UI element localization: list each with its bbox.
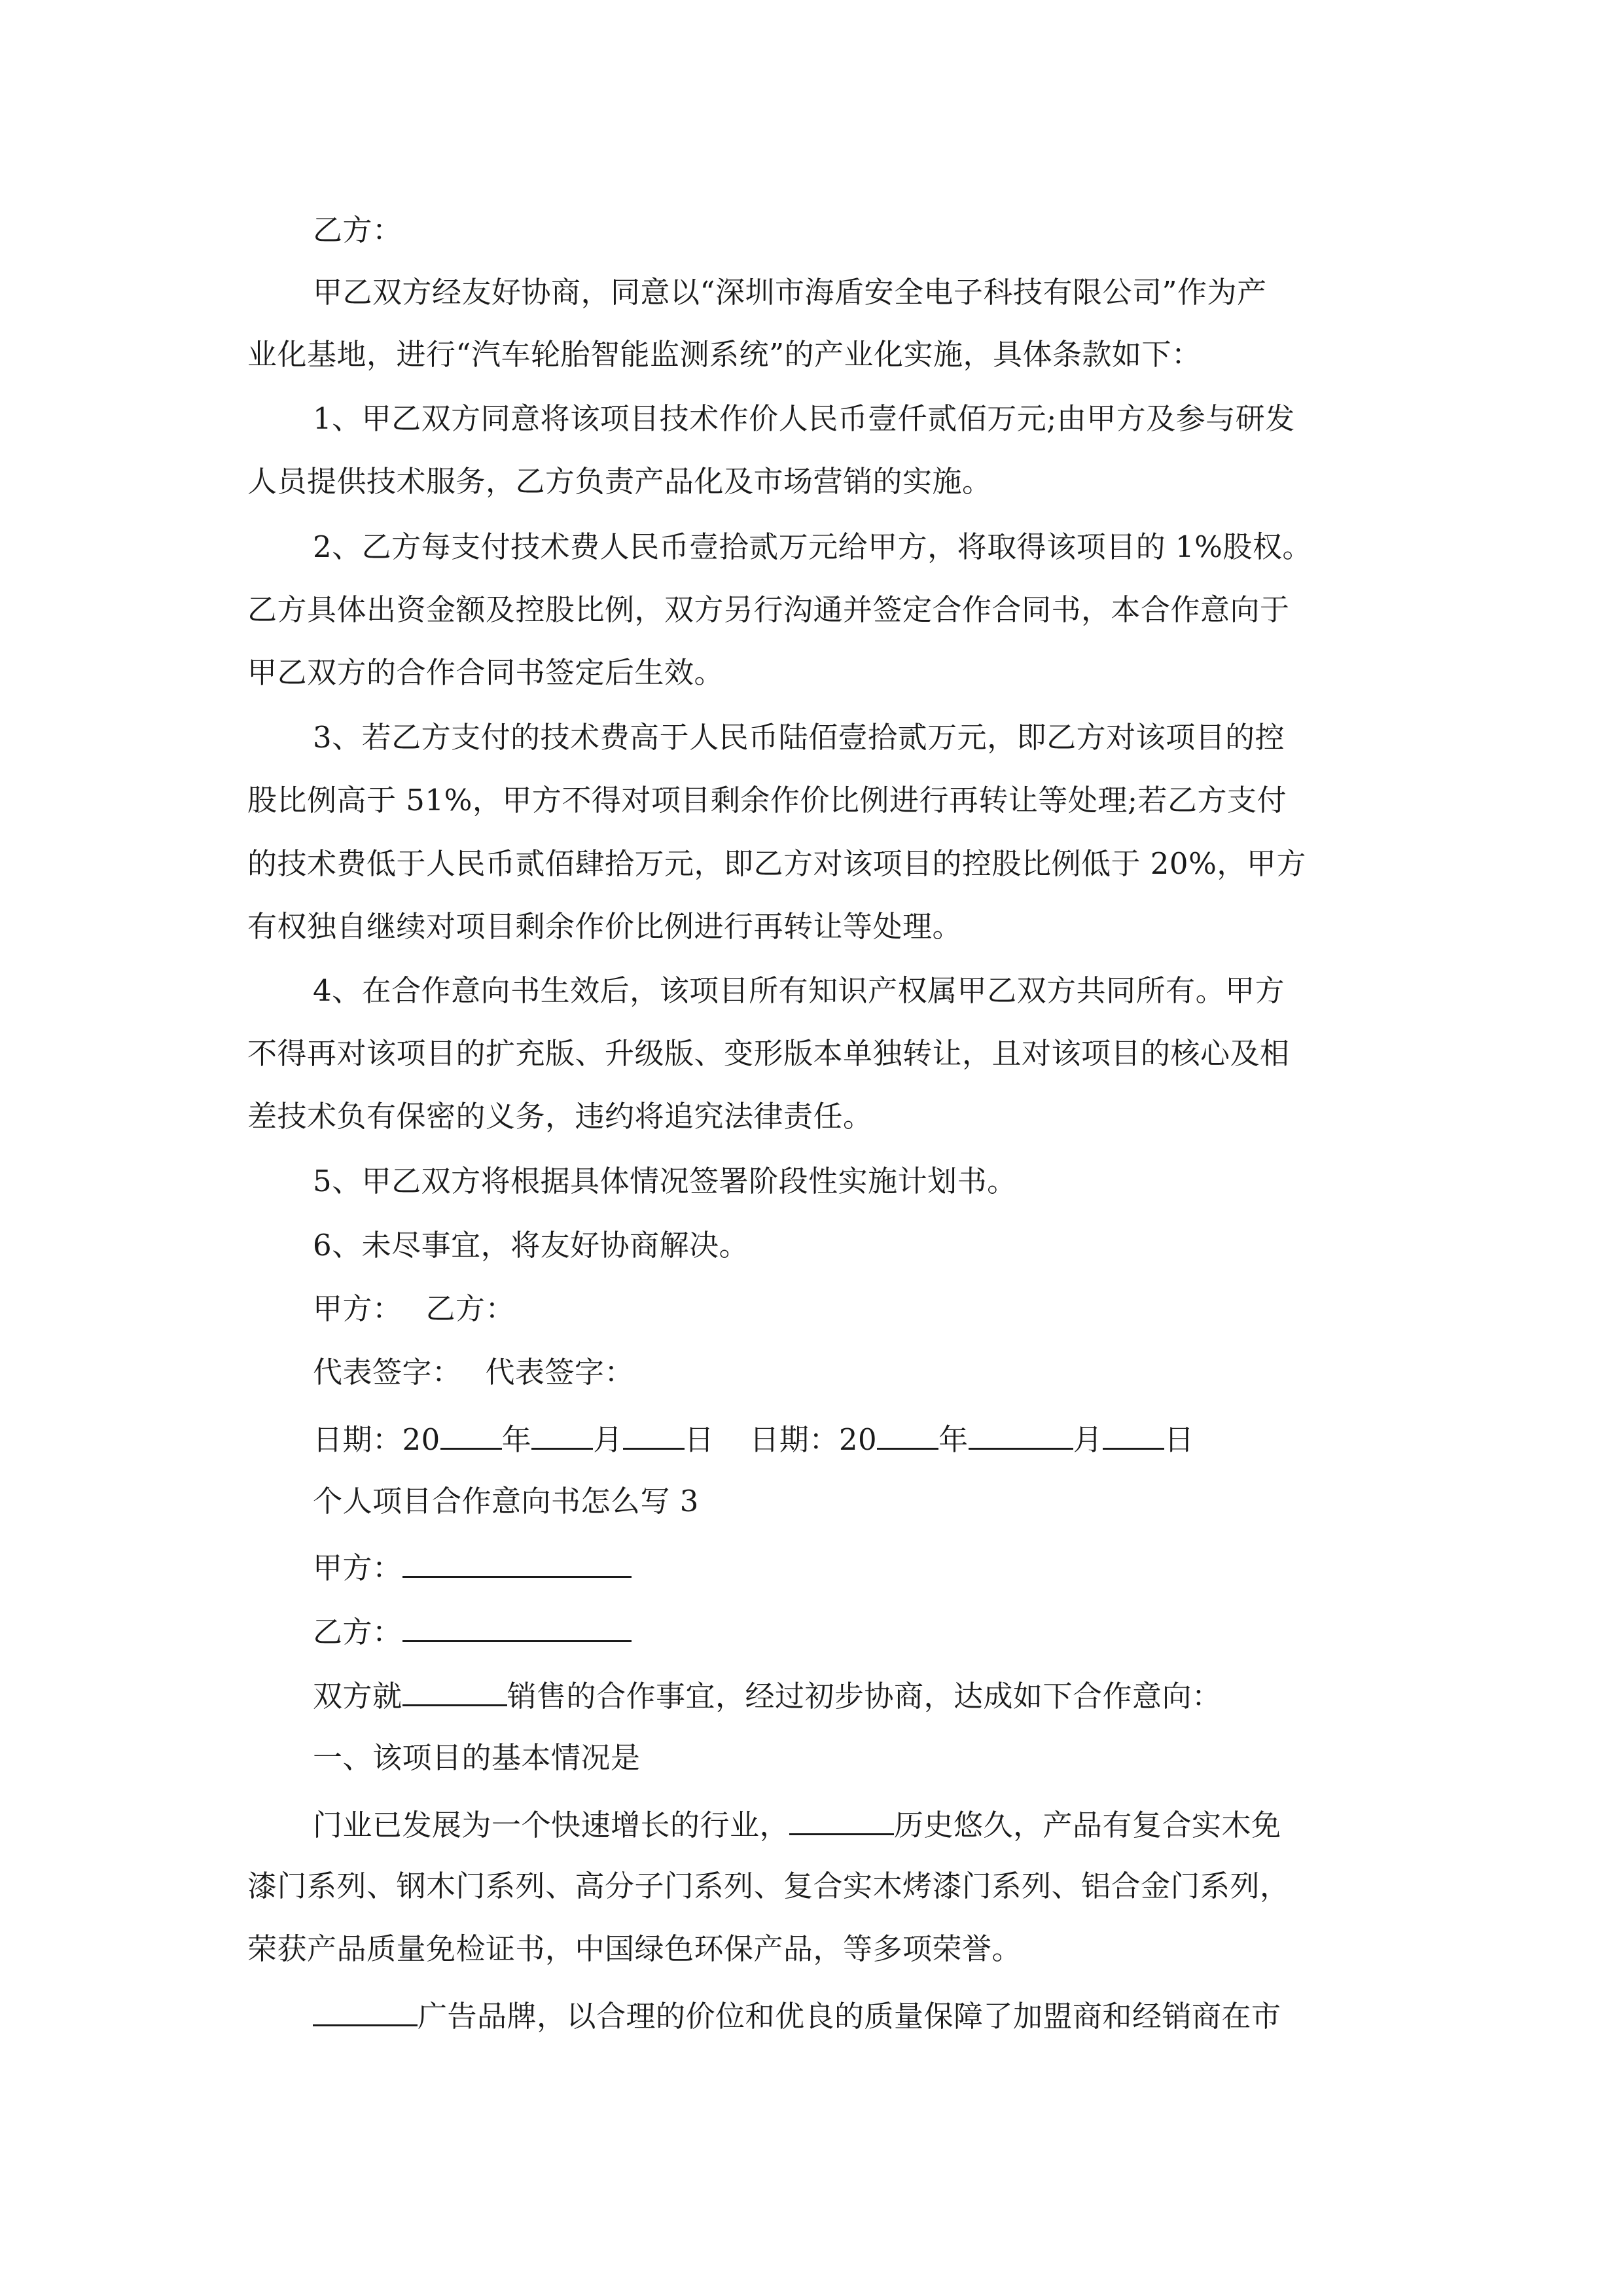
date-a-year: 年 (501, 1422, 532, 1457)
date-b-day-blank[interactable] (1103, 1418, 1164, 1450)
section3-party-b-blank[interactable] (402, 1610, 632, 1642)
section3-party-a (313, 1546, 632, 1588)
date-b-month-blank[interactable] (969, 1418, 1073, 1450)
date-b-day: 日 (1164, 1422, 1194, 1457)
signature-representatives (313, 1353, 634, 1392)
clause-3-line4: 有权独自继续对项目剩余作价比例进行再转让等处理。 (247, 909, 963, 944)
clause-4-line2: 不得再对该项目的扩充版、升级版、变形版本单独转让，且对该项目的核心及相 (247, 1036, 1290, 1071)
section3-party-a-blank[interactable] (402, 1546, 632, 1578)
clause-3-line3: 的技术费低于人民币贰佰肆拾万元，即乙方对该项目的控股比例低于 20%，甲方 (247, 846, 1306, 881)
section3-party-a-label: 甲方： (313, 1551, 402, 1585)
clause-3-line1: 3、若乙方支付的技术费高于人民币陆佰壹拾贰万元，即乙方对该项目的控 (313, 720, 1285, 755)
section-title: 个人项目合作意向书怎么写 3 (313, 1484, 699, 1518)
section3-para1-pre: 门业已发展为一个快速增长的行业， (313, 1808, 790, 1842)
section3-party-b-label: 乙方： (313, 1615, 402, 1649)
section3-intro-post: 销售的合作事宜，经过初步协商，达成如下合作意向： (507, 1679, 1222, 1713)
clause-2-line3: 甲乙双方的合作合同书签定后生效。 (247, 655, 724, 690)
section3-para1-post: 历史悠久，产品有复合实木免 (894, 1808, 1281, 1842)
date-a-year-blank[interactable] (440, 1418, 502, 1450)
clause-4-line3: 差技术负有保密的义务，违约将追究法律责任。 (247, 1099, 873, 1134)
date-b-year: 年 (938, 1422, 969, 1457)
date-a-label: 日期：20 (313, 1422, 440, 1457)
section3-para2-post: 广告品牌，以合理的价位和优良的质量保障了加盟商和经销商在市 (418, 1999, 1281, 2034)
clause-4-line1: 4、在合作意向书生效后，该项目所有知识产权属甲乙双方共同所有。甲方 (313, 973, 1285, 1008)
clause-2-line2: 乙方具体出资金额及控股比例，双方另行沟通并签定合作合同书，本合作意向于 (247, 592, 1290, 627)
section3-intro-blank[interactable] (402, 1674, 507, 1706)
section3-intro (313, 1674, 1222, 1716)
clause-3-line2: 股比例高于 51%，甲方不得对项目剩余作价比例进行再转让等处理;若乙方支付 (247, 783, 1287, 817)
date-b-year-blank[interactable] (877, 1418, 938, 1450)
clause-1-line1: 1、甲乙双方同意将该项目技术作价人民币壹仟贰佰万元;由甲方及参与研发 (313, 401, 1295, 436)
signature-rep-a: 代表签字： (313, 1355, 462, 1390)
section3-intro-pre: 双方就 (313, 1679, 402, 1713)
party-b-label: 乙方： (313, 213, 402, 247)
date-b-label: 日期：20 (749, 1422, 878, 1457)
signature-parties (313, 1289, 515, 1329)
date-b-month: 月 (1073, 1422, 1103, 1457)
signature-dates (313, 1418, 1194, 1460)
signature-party-b: 乙方： (425, 1291, 516, 1326)
clause-6: 6、未尽事宜，将友好协商解决。 (313, 1228, 749, 1263)
section3-para1-line3: 荣获产品质量免检证书，中国绿色环保产品，等多项荣誉。 (247, 1931, 1022, 1966)
paragraph-intro-line2: 业化基地，进行“汽车轮胎智能监测系统”的产业化实施，具体条款如下： (247, 337, 1202, 372)
clause-5: 5、甲乙双方将根据具体情况签署阶段性实施计划书。 (313, 1164, 1017, 1198)
date-a-month: 月 (593, 1422, 623, 1457)
date-a-day-blank[interactable] (623, 1418, 685, 1450)
date-a-day: 日 (684, 1422, 715, 1457)
section3-para2-line1 (313, 1994, 1281, 2036)
signature-party-a: 甲方： (313, 1291, 402, 1326)
section3-para2-blank[interactable] (313, 1994, 418, 2026)
clause-1-line2: 人员提供技术服务，乙方负责产品化及市场营销的实施。 (247, 464, 992, 499)
paragraph-intro-line1: 甲乙双方经友好协商，同意以“深圳市海盾安全电子科技有限公司”作为产 (313, 275, 1267, 310)
clause-2-line1: 2、乙方每支付技术费人民币壹拾贰万元给甲方，将取得该项目的 1%股权。 (313, 529, 1312, 564)
section3-party-b (313, 1610, 632, 1652)
date-a-month-blank[interactable] (531, 1418, 593, 1450)
section3-para1-line1 (313, 1803, 1281, 1845)
signature-rep-b: 代表签字： (485, 1355, 635, 1390)
section3-para1-line2: 漆门系列、钢木门系列、高分子门系列、复合实木烤漆门系列、铝合金门系列， (247, 1869, 1290, 1903)
section3-para1-blank[interactable] (789, 1803, 894, 1835)
section3-heading-1: 一、该项目的基本情况是 (313, 1740, 641, 1775)
